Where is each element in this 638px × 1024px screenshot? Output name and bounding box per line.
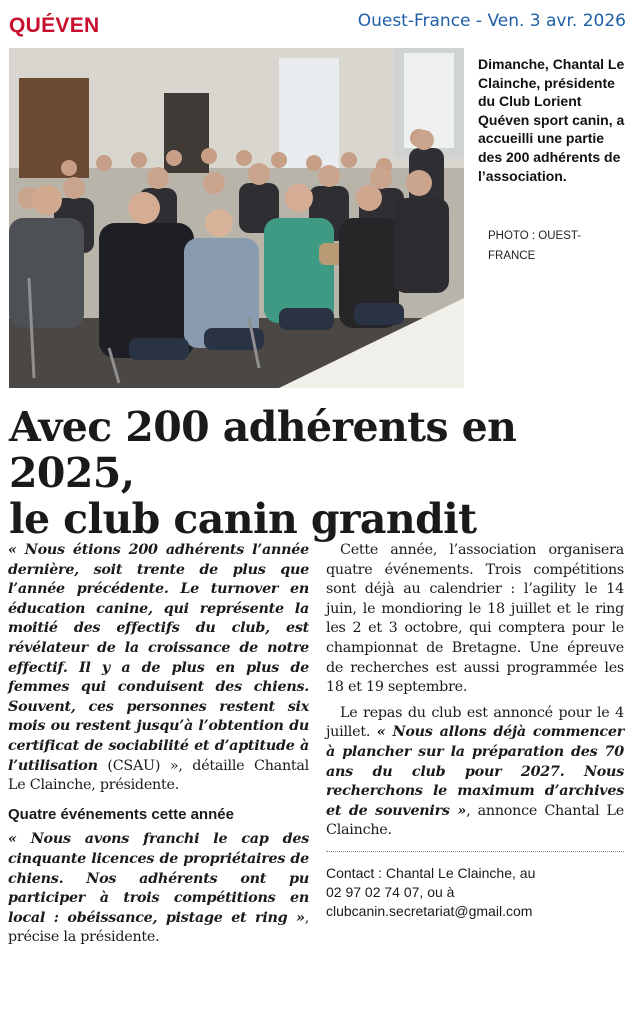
- contact-block: [326, 864, 624, 922]
- headline-line-1: Avec 200 adhérents en 2025,: [9, 403, 517, 497]
- quote: « Nous avons franchi le cap des cinquante licences de propriétaires de chiens. Nos adhérents ont pu participer à trois compétitions en local : obéissance, pistage et ring »: [8, 831, 309, 926]
- paragraph-text: , annonce Chantal Le Clainche.: [326, 802, 624, 839]
- article-subheading: Quatre événements cette année: [8, 805, 234, 823]
- article-paragraph-1: [8, 541, 309, 796]
- contact-line-phone: 02 97 02 74 07, ou à: [326, 884, 455, 901]
- headline-line-2: le club canin grandit: [9, 495, 477, 543]
- section-town: QUÉVEN: [9, 14, 100, 37]
- contact-email: clubcanin.secretariat@gmail.com: [326, 903, 533, 920]
- quote: « Nous étions 200 adhérents l’année dernière, soit trente de plus que l’année précédente. Le turnover en éducation canine, qui représente la moitié des effectifs du club, est révélateur de la croissance de notre effectif. Il y a de plus en plus de femmes qui conduisent des chiens. Souvent, ces personnes restent six mois ou restent jusqu’à l’obtention du certificat de sociabilité et d’aptitude à l’utilisation: [8, 542, 309, 774]
- article-column-left: [8, 541, 309, 954]
- photo-credit: PHOTO : OUEST-FRANCE: [488, 230, 582, 262]
- paragraph-text: Le repas du club est annoncé pour le 4 juillet.: [326, 704, 624, 741]
- article-paragraph-2: [8, 830, 309, 948]
- paragraph-text: , précise la présidente.: [8, 909, 309, 946]
- newspaper-source-date: Ouest-France - Ven. 3 avr. 2026: [357, 11, 626, 31]
- contact-line-name: Contact : Chantal Le Clainche, au: [326, 864, 536, 881]
- quote: « Nous allons déjà commencer à plancher sur la préparation des 70 ans du club pour 2027. Nous recherchons le maximum d’archives et de souvenirs »: [326, 724, 625, 819]
- divider: [326, 851, 624, 852]
- article-column-right: [326, 541, 624, 922]
- headline: [9, 404, 629, 542]
- article-photo: [9, 48, 464, 388]
- article-paragraph-3: Cette année, l’association organisera quatre événements. Trois compétitions sont déjà au calendrier : l’agility le 14 juin, le mondioring le 18 juillet et le ring les 2 et 3 octobre, qui comptera pour le championnat de Bretagne. Une épreuve de recherches est aussi programmée les 18 et 19 septembre.: [326, 542, 624, 696]
- article-paragraph-4: [326, 704, 624, 841]
- photo-caption: Dimanche, Chantal Le Clainche, présidente du Club Lorient Quéven sport canin, a accueilli une partie des 200 adhérents de l’association.: [478, 56, 625, 184]
- paragraph-text: (CSAU) », détaille Chantal Le Clainche, présidente.: [8, 757, 309, 794]
